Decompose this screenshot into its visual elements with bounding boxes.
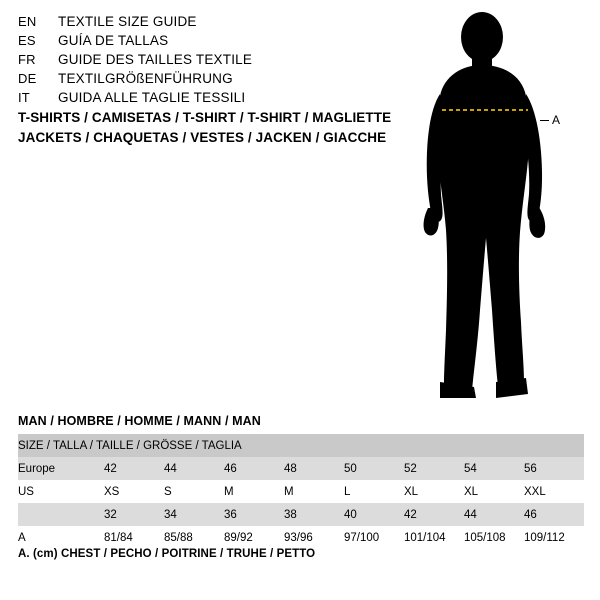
male-silhouette-icon bbox=[400, 10, 600, 405]
measure-leader-line bbox=[540, 120, 549, 121]
table-row bbox=[18, 457, 584, 480]
row-value: 44 bbox=[464, 503, 524, 526]
language-row bbox=[18, 52, 398, 71]
row-value: 42 bbox=[404, 503, 464, 526]
row-value: XXL bbox=[524, 480, 584, 503]
size-table bbox=[18, 434, 584, 549]
row-value: 97/100 bbox=[344, 526, 404, 549]
row-value: 40 bbox=[344, 503, 404, 526]
language-row bbox=[18, 14, 398, 33]
table-footnote: A. (cm) CHEST / PECHO / POITRINE / TRUHE / PETTO bbox=[18, 548, 316, 560]
row-value: XS bbox=[104, 480, 164, 503]
table-row bbox=[18, 503, 584, 526]
language-text: TEXTILGRÖßENFÜHRUNG bbox=[58, 71, 233, 86]
row-value: 89/92 bbox=[224, 526, 284, 549]
language-code: ES bbox=[18, 33, 36, 48]
body-figure bbox=[400, 10, 600, 405]
language-code: DE bbox=[18, 71, 37, 86]
category-jackets: JACKETS / CHAQUETAS / VESTES / JACKEN / GIACCHE bbox=[18, 130, 387, 145]
row-value: XL bbox=[404, 480, 464, 503]
language-row bbox=[18, 71, 398, 90]
row-value: 32 bbox=[104, 503, 164, 526]
measure-label-a: A bbox=[552, 113, 561, 127]
language-code: FR bbox=[18, 52, 36, 67]
table-header-label: SIZE / TALLA / TAILLE / GRÖSSE / TAGLIA bbox=[18, 434, 584, 457]
row-value: 36 bbox=[224, 503, 284, 526]
category-tshirts: T-SHIRTS / CAMISETAS / T-SHIRT / T-SHIRT / MAGLIETTE bbox=[18, 110, 392, 125]
language-text: GUÍA DE TALLAS bbox=[58, 33, 169, 48]
row-value: 93/96 bbox=[284, 526, 344, 549]
language-list bbox=[18, 14, 398, 109]
language-code: EN bbox=[18, 14, 37, 29]
row-value: 44 bbox=[164, 457, 224, 480]
row-value: 38 bbox=[284, 503, 344, 526]
row-value: 81/84 bbox=[104, 526, 164, 549]
row-value: XL bbox=[464, 480, 524, 503]
row-value: 52 bbox=[404, 457, 464, 480]
language-row bbox=[18, 90, 398, 109]
row-value: 48 bbox=[284, 457, 344, 480]
row-value: 54 bbox=[464, 457, 524, 480]
row-value: L bbox=[344, 480, 404, 503]
row-value: 42 bbox=[104, 457, 164, 480]
row-value: M bbox=[284, 480, 344, 503]
row-value: S bbox=[164, 480, 224, 503]
row-value: 85/88 bbox=[164, 526, 224, 549]
row-value: 56 bbox=[524, 457, 584, 480]
row-value: 105/108 bbox=[464, 526, 524, 549]
row-value: 46 bbox=[224, 457, 284, 480]
table-row bbox=[18, 480, 584, 503]
language-text: GUIDE DES TAILLES TEXTILE bbox=[58, 52, 253, 67]
table-header-row bbox=[18, 434, 584, 457]
row-label bbox=[18, 503, 104, 526]
category-list bbox=[18, 110, 418, 150]
language-row bbox=[18, 33, 398, 52]
row-value: 34 bbox=[164, 503, 224, 526]
row-value: 46 bbox=[524, 503, 584, 526]
size-table-block bbox=[18, 414, 584, 549]
row-label: Europe bbox=[18, 457, 104, 480]
row-value: M bbox=[224, 480, 284, 503]
row-label: A bbox=[18, 526, 104, 549]
table-title: MAN / HOMBRE / HOMME / MANN / MAN bbox=[18, 414, 261, 428]
language-code: IT bbox=[18, 90, 30, 105]
row-value: 101/104 bbox=[404, 526, 464, 549]
table-row bbox=[18, 526, 584, 549]
language-text: TEXTILE SIZE GUIDE bbox=[58, 14, 197, 29]
language-text: GUIDA ALLE TAGLIE TESSILI bbox=[58, 90, 246, 105]
row-value: 50 bbox=[344, 457, 404, 480]
row-value: 109/112 bbox=[524, 526, 584, 549]
row-label: US bbox=[18, 480, 104, 503]
